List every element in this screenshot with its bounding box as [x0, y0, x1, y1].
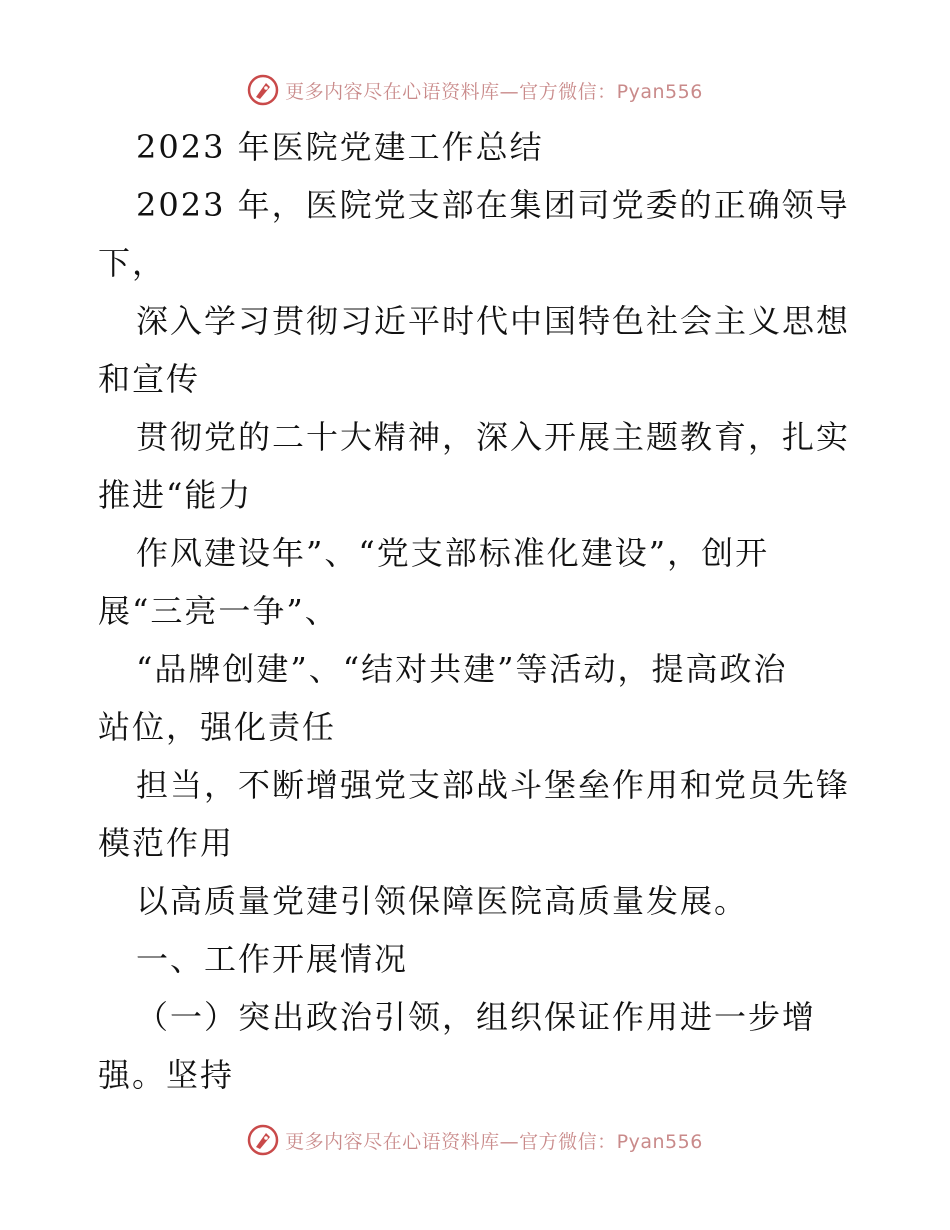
document-body — [98, 118, 858, 1104]
text-line: 强。坚持 — [98, 1056, 235, 1094]
text-line: “品牌创建”、“结对共建”等活动，提高政治 — [136, 650, 788, 688]
text-line: 推进“能力 — [98, 476, 253, 514]
text-line: 展“三亮一争”、 — [98, 592, 339, 630]
text-line: 下， — [98, 244, 167, 282]
text-line: 模范作用 — [98, 824, 235, 862]
section-heading: 一、工作开展情况 — [136, 940, 409, 978]
text-line: 贯彻党的二十大精神，深入开展主题教育，扎实 — [136, 418, 851, 456]
pen-nib-logo-icon — [247, 1124, 279, 1156]
subsection-heading: （一）突出政治引领，组织保证作用进一步增 — [136, 998, 817, 1036]
text-line: 和宣传 — [98, 360, 201, 398]
text-line: 作风建设年”、“党支部标准化建设”，创开 — [136, 534, 770, 572]
footer-watermark — [0, 1120, 950, 1160]
header-watermark — [0, 70, 950, 110]
text-line: 站位，强化责任 — [98, 708, 337, 746]
watermark-text: 更多内容尽在心语资料库—官方微信：Pyan556 — [285, 80, 703, 103]
text-line: 以高质量党建引领保障医院高质量发展。 — [136, 882, 749, 920]
pen-nib-logo-icon — [247, 74, 279, 106]
text-line: 深入学习贯彻习近平时代中国特色社会主义思想 — [136, 302, 851, 340]
watermark-text: 更多内容尽在心语资料库—官方微信：Pyan556 — [285, 1130, 703, 1153]
text-line: 担当，不断增强党支部战斗堡垒作用和党员先锋 — [136, 766, 851, 804]
document-title: 2023 年医院党建工作总结 — [136, 128, 544, 166]
text-line: 2023 年，医院党支部在集团司党委的正确领导 — [136, 186, 850, 224]
